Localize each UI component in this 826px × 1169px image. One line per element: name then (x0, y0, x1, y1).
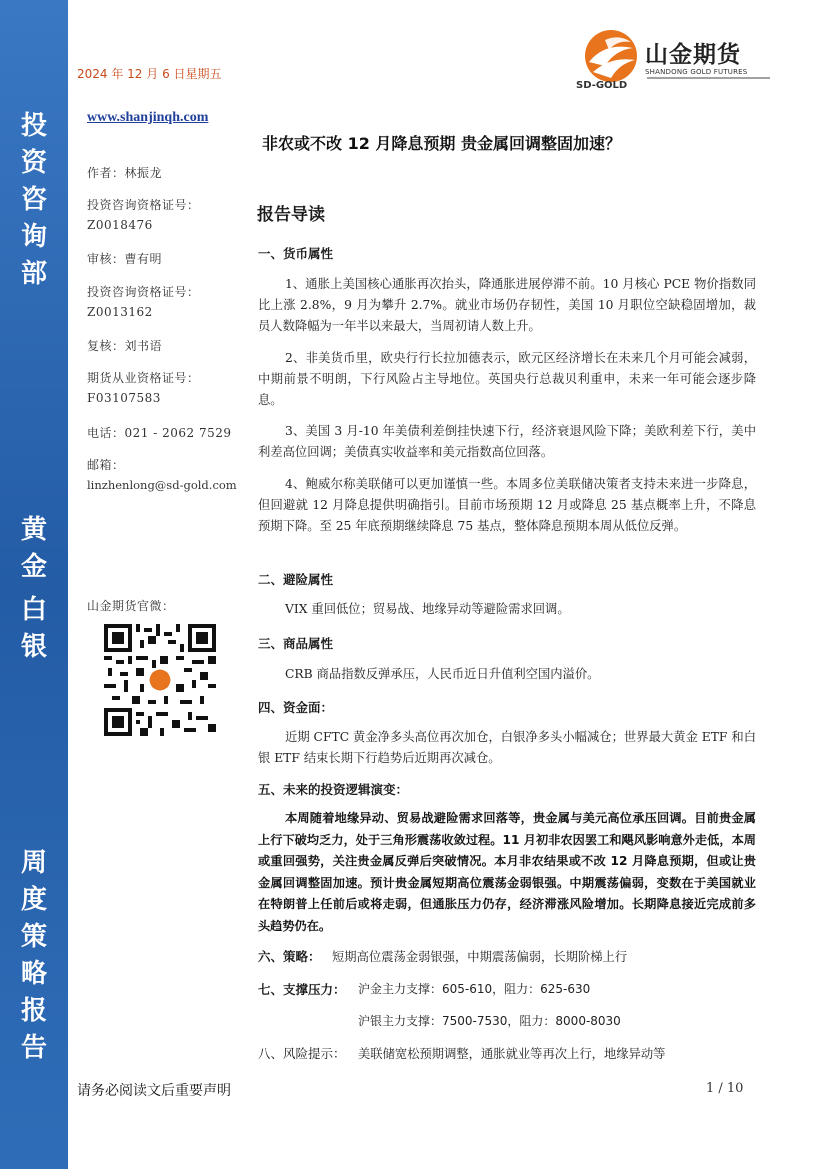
sidebar-char: 资 (20, 148, 47, 178)
section-heading: 五、未来的投资逻辑演变： (258, 782, 409, 797)
sidebar-char: 策 (20, 922, 47, 952)
section-heading: 六、策略： (258, 949, 321, 964)
email[interactable]: linzhenlong@sd-gold.com (87, 478, 237, 492)
section-heading: 四、资金面： (258, 700, 334, 715)
logo-name: 山金期货 (645, 42, 741, 68)
sidebar-label-topic (0, 512, 68, 666)
sidebar-char: 黄 (20, 515, 47, 545)
qr-code-icon (104, 624, 216, 736)
section-heading: 七、支撑压力： (258, 982, 346, 997)
paragraph: 1、通胀上美国核心通胀再次抬头，降通胀进展停滞不前。10 月核心 PCE 物价指数同比上涨 2.8%，9 月为攀升 2.7%。就业市场仍存韧性，美国 10 月职位空缺稳固增加，裁员人数降幅为一年半以来最大，当周初请人数上升。 (258, 277, 756, 333)
report-title: 非农或不改 12 月降息预期 贵金属回调整固加速？ (262, 134, 621, 153)
email-label: 邮箱： (87, 458, 125, 472)
paragraph: VIX 重回低位；贸易战、地缘异动等避险需求回调。 (285, 602, 570, 616)
author: 作者：林振龙 (87, 166, 163, 180)
sidebar-char: 度 (20, 885, 47, 915)
cert-number: Z0018476 (87, 218, 153, 232)
paragraph-bold: 本周随着地缘异动、贸易战避险需求回落等，贵金属与美元高位承压回调。目前贵金属上行下破均乏力，处于三角形震荡收敛过程。11 月初非农因罢工和飓风影响意外走低，本周或重回强势，关注贵金属反弹后突破情况。本月非农结果或不改 12 月降息预期，但或让贵金属回调整固加速。预计贵金属短期高位震荡金弱银强。中期震荡偏弱，变数在于美国就业在特朗普上任前后或将走弱，但通胀压力仍存，经济滞涨风险增加。长期降息接近完成前多头趋势仍在。 (258, 811, 756, 933)
logo-subtitle: SHANDONG GOLD FUTURES (645, 68, 748, 76)
cert-number: Z0013162 (87, 305, 153, 319)
report-date: 2024 年 12 月 6 日星期五 (77, 67, 222, 81)
sidebar-char: 周 (20, 848, 47, 878)
section-heading: 八、风险提示： (258, 1046, 346, 1061)
wechat-label: 山金期货官微： (87, 599, 175, 613)
sidebar-char: 报 (20, 996, 47, 1026)
reviewer: 审核：曹有明 (87, 252, 163, 266)
phone: 电话：021 - 2062 7529 (87, 426, 232, 440)
guide-heading: 报告导读 (257, 205, 325, 225)
sidebar-char: 金 (20, 552, 47, 582)
section-heading: 二、避险属性 (258, 572, 334, 587)
sidebar-char: 投 (20, 111, 47, 141)
website-link[interactable]: www.shanjinqh.com (87, 110, 209, 125)
paragraph: 4、鲍威尔称美联储可以更加谨慎一些。本周多位美联储决策者支持未来进一步降息，但回避就 12 月降息提供明确指引。目前市场预期 12 月或降息 25 基点概率上升，不降息预期下降。至 25 年底预期继续降息 75 基点，整体降息预期本周从低位反弹。 (258, 477, 756, 533)
sidebar-char: 咨 (20, 185, 47, 215)
cert-label: 投资咨询资格证号： (87, 198, 200, 212)
sidebar-label-report (0, 845, 68, 1067)
logo-badge: SD-GOLD (576, 80, 628, 91)
sidebar-char: 略 (20, 959, 47, 989)
risk-text: 美联储宽松预期调整，通胀就业等再次上行，地缘异动等 (358, 1047, 666, 1061)
sidebar-label-dept (0, 108, 68, 293)
sidebar-char: 部 (20, 259, 47, 289)
paragraph: 3、美国 3 月-10 年美债利差倒挂快速下行，经济衰退风险下降；美欧利差下行，美中利差高位回调；美债真实收益率和美元指数高位回落。 (258, 424, 756, 459)
sidebar-char: 询 (20, 222, 47, 252)
page-number: 1 / 10 (706, 1081, 744, 1096)
sidebar-char: 告 (20, 1033, 47, 1063)
strategy-text: 短期高位震荡金弱银强，中期震荡偏弱，长期阶梯上行 (332, 950, 628, 964)
section-heading: 三、商品属性 (258, 636, 334, 651)
footer-notice: 请务必阅读文后重要声明 (77, 1083, 231, 1099)
cert-label: 期货从业资格证号： (87, 371, 200, 385)
sidebar-char: 银 (20, 632, 47, 662)
paragraph: 2、非美货币里，欧央行行长拉加德表示，欧元区经济增长在未来几个月可能会减弱，中期前景不明朗，下行风险占主导地位。英国央行总裁贝利重申，未来一年可能会逐步降息。 (258, 351, 756, 407)
section-heading: 一、货币属性 (258, 246, 334, 261)
cert-number: F03107583 (87, 391, 161, 405)
paragraph: 近期 CFTC 黄金净多头高位再次加仓，白银净多头小幅减仓；世界最大黄金 ETF 和白银 ETF 结束长期下行趋势后近期再次减仓。 (258, 730, 756, 765)
sidebar-char: 白 (20, 595, 47, 625)
cert-label: 投资咨询资格证号： (87, 285, 200, 299)
rechecker: 复核：刘书语 (87, 339, 163, 353)
sidebar (0, 0, 68, 1169)
paragraph: CRB 商品指数反弹承压，人民币近日升值利空国内溢价。 (285, 667, 600, 681)
support-silver: 沪银主力支撑：7500-7530，阻力：8000-8030 (358, 1014, 621, 1028)
support-gold: 沪金主力支撑：605-610，阻力：625-630 (358, 982, 591, 996)
